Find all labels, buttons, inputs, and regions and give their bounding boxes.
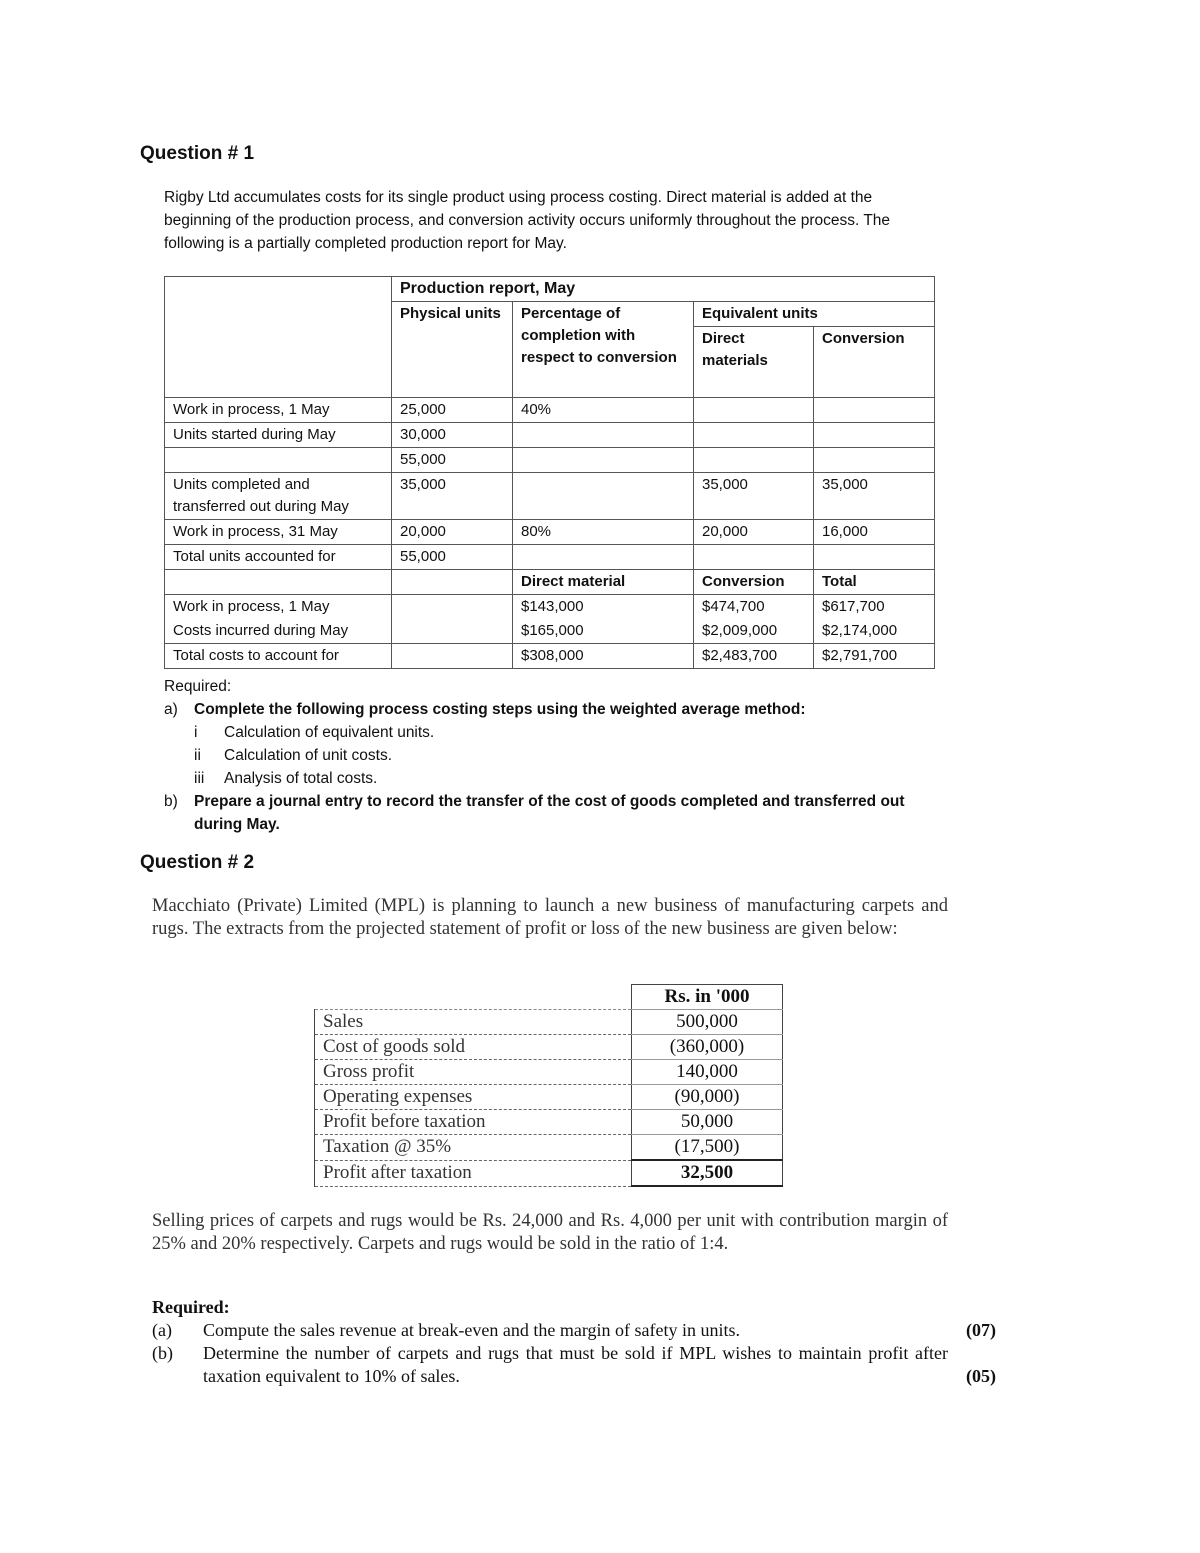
table-row: Work in process, 1 May $143,000 $474,700 $617,700	[165, 595, 935, 620]
table-row: Profit before taxation 50,000	[315, 1110, 783, 1135]
report-title: Production report, May	[392, 277, 935, 302]
table-row: Total units accounted for 55,000	[165, 545, 935, 570]
header-direct-materials: Direct materials	[694, 327, 814, 398]
table-row: Costs incurred during May $165,000 $2,009,000 $2,174,000	[165, 619, 935, 644]
table-row: Operating expenses (90,000)	[315, 1085, 783, 1110]
table-row: 55,000	[165, 448, 935, 473]
question-1-intro: Rigby Ltd accumulates costs for its single product using process costing. Direct material is added at the beginning of the production process, and conversion activity occurs uniformly throughout the process. The following is a partially completed production report for May.	[164, 189, 891, 252]
table-row: Profit after taxation 32,500	[315, 1160, 783, 1186]
list-item: iii Analysis of total costs.	[194, 770, 378, 787]
table-row	[315, 985, 783, 1010]
required-heading: Required:	[164, 678, 232, 695]
required-a-text: Compute the sales revenue at break-even and the margin of safety in units.	[203, 1320, 740, 1340]
table-row: Gross profit 140,000	[315, 1060, 783, 1085]
header-equivalent-units: Equivalent units	[694, 302, 935, 327]
question-2-intro: Macchiato (Private) Limited (MPL) is planning to launch a new business of manufacturing carpets and rugs. The extracts from the projected statement of profit or loss of the new business are given below:	[152, 896, 948, 939]
table-row	[165, 302, 935, 327]
question-2-selling-info: Selling prices of carpets and rugs would be Rs. 24,000 and Rs. 4,000 per unit with contribution margin of 25% and 20% respectively. Carpets and rugs would be sold in the ratio of 1:4.	[152, 1211, 948, 1254]
list-item: i Calculation of equivalent units.	[194, 724, 435, 741]
table-row: Total costs to account for $308,000 $2,483,700 $2,791,700	[165, 644, 935, 669]
table-row: Work in process, 1 May 25,000 40%	[165, 398, 935, 423]
production-report-table	[164, 276, 935, 669]
question-1-title: Question # 1	[140, 143, 255, 164]
table-row	[165, 277, 935, 302]
cost-header-conversion: Conversion	[694, 570, 814, 595]
table-row: Taxation @ 35% (17,500)	[315, 1135, 783, 1161]
required-b-text: Prepare a journal entry to record the transfer of the cost of goods completed and transferred out during May.	[194, 793, 905, 833]
table-row: Units started during May 30,000	[165, 423, 935, 448]
cost-header-direct-material: Direct material	[513, 570, 694, 595]
table-row: Sales 500,000	[315, 1010, 783, 1035]
required-b-text: Determine the number of carpets and rugs that must be sold if MPL wishes to maintain profit after taxation equivalent to 10% of sales.	[203, 1343, 948, 1386]
marks-a: (07)	[966, 1320, 996, 1340]
header-percentage-completion: Percentage of completion with respect to conversion	[513, 302, 694, 398]
pl-header: Rs. in '000	[632, 985, 783, 1010]
profit-loss-table	[314, 984, 783, 1187]
header-physical-units: Physical units	[392, 302, 513, 398]
list-item: ii Calculation of unit costs.	[194, 747, 393, 764]
question-1-required: Required: a) Complete the following process costing steps using the weighted average method: i Calculation of equivalent units. ii Calculation of unit costs. iii Analysis of total costs. b) Prepare a journal entry to record the transfer of the cost of goods completed and transferred out during May.	[164, 675, 944, 836]
required-heading: Required:	[152, 1297, 230, 1317]
required-a-text: Complete the following process costing steps using the weighted average method:	[194, 701, 806, 718]
question-2-required: Required: (a) Compute the sales revenue at break-even and the margin of safety in units. (b) Determine the number of carpets and rugs that must be sold if MPL wishes to maintain profit after taxation equivalent to 10% of sales.	[152, 1296, 952, 1388]
header-conversion: Conversion	[814, 327, 935, 398]
table-row: Cost of goods sold (360,000)	[315, 1035, 783, 1060]
marks-b: (05)	[966, 1366, 996, 1386]
table-row: Work in process, 31 May 20,000 80% 20,000 16,000	[165, 520, 935, 545]
cost-header-total: Total	[814, 570, 935, 595]
table-row: Units completed and transferred out during May 35,000 35,000 35,000	[165, 473, 935, 520]
table-row	[165, 570, 935, 595]
question-2-title: Question # 2	[140, 852, 255, 873]
